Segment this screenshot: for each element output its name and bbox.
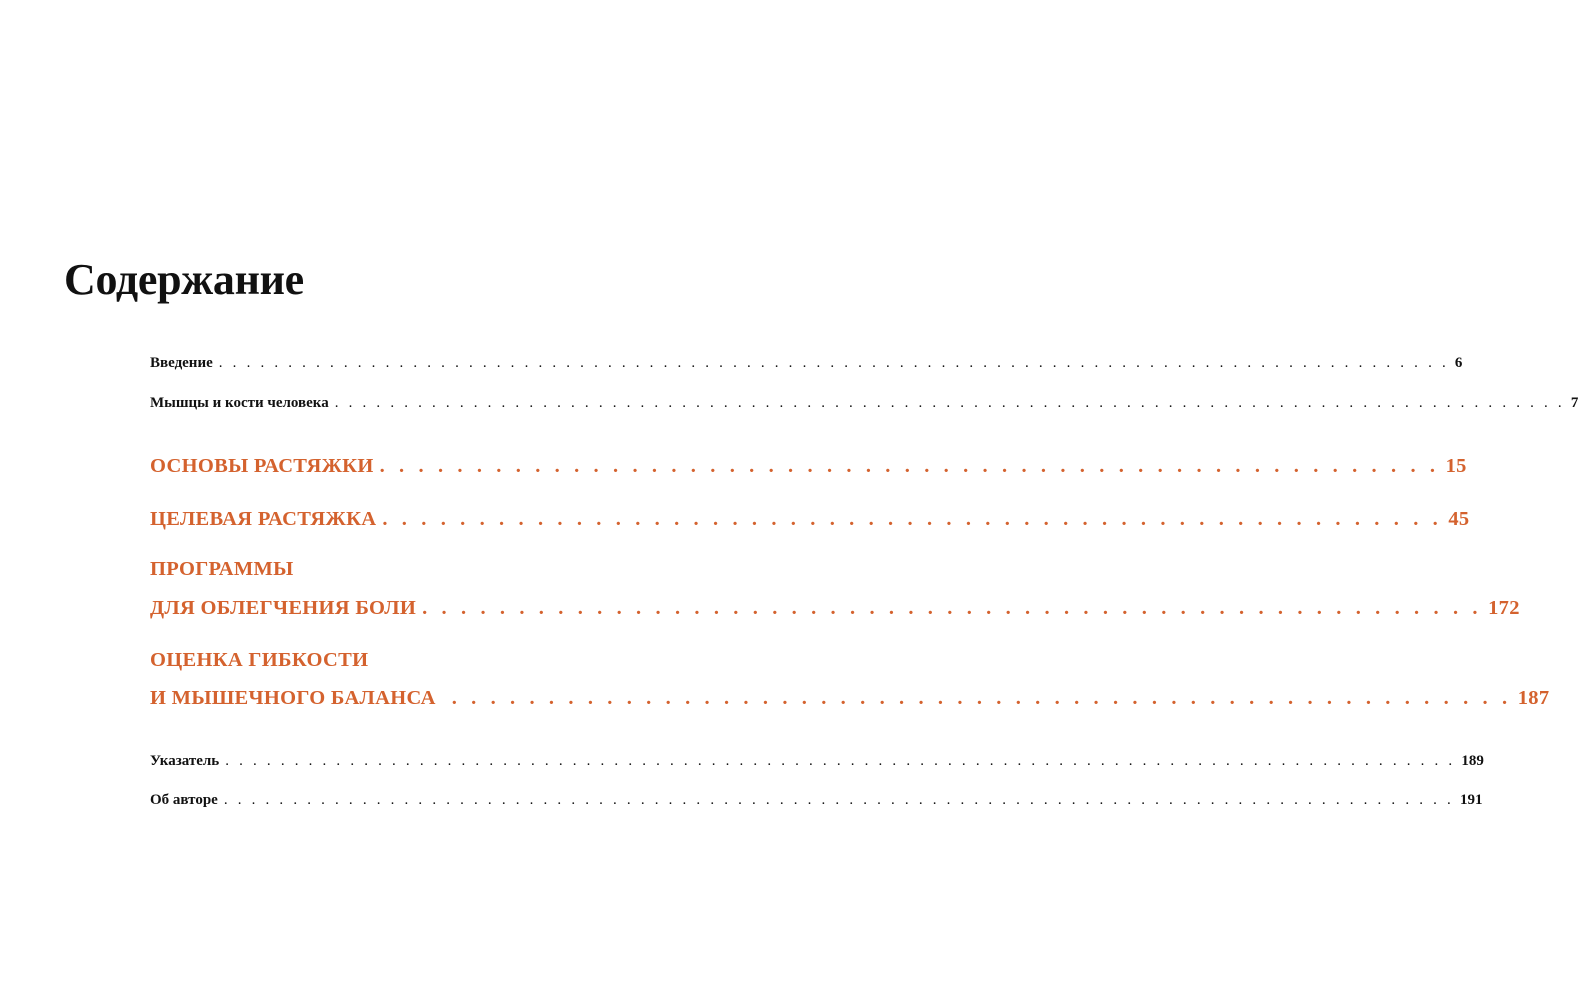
toc-entry-basics[interactable] — [150, 453, 1467, 479]
toc-entry-page: 45 — [1448, 508, 1470, 530]
toc-entry-index[interactable] — [150, 751, 1484, 771]
toc-entry-intro[interactable] — [150, 353, 1463, 373]
toc-entry-page: 6 — [1454, 355, 1463, 371]
dot-leader: . . . . . . . . . . . . . . . . . . . . . . . . . . . . . . . . . . . . . . . . . . . . . . . . . . . . . . . — [379, 455, 1440, 477]
toc-entry-muscles[interactable] — [150, 393, 1578, 413]
toc-entry-page: 187 — [1517, 687, 1550, 709]
dot-leader: . . . . . . . . . . . . . . . . . . . . . . . . . . . . . . . . . . . . . . . . . . . . . . . . . . . . . . . — [451, 687, 1512, 709]
dot-leader: . . . . . . . . . . . . . . . . . . . . . . . . . . . . . . . . . . . . . . . . . . . . . . . . . . . . . . . . . . . . . . . . . . . . . . . . . . . . . . . . . . . . . . . . . — [223, 792, 1454, 808]
dot-leader: . . . . . . . . . . . . . . . . . . . . . . . . . . . . . . . . . . . . . . . . . . . . . . . . . . . . . . . . . . . . . . . . . . . . . . . . . . . . . . . . . . . . . . . . . — [334, 395, 1565, 411]
toc-entry-label: Об авторе — [150, 792, 218, 808]
dot-leader: . . . . . . . . . . . . . . . . . . . . . . . . . . . . . . . . . . . . . . . . . . . . . . . . . . . . . . . — [422, 597, 1483, 619]
toc-entry-page: 15 — [1445, 455, 1467, 477]
page-title: Содержание — [64, 255, 304, 304]
dot-leader: . . . . . . . . . . . . . . . . . . . . . . . . . . . . . . . . . . . . . . . . . . . . . . . . . . . . . . . — [382, 508, 1443, 530]
toc-entry-programs-line1[interactable]: ПРОГРАММЫ — [150, 558, 294, 580]
toc-entry-label: Мышцы и кости человека — [150, 395, 329, 411]
toc-entry-author[interactable] — [150, 790, 1483, 810]
dot-leader: . . . . . . . . . . . . . . . . . . . . . . . . . . . . . . . . . . . . . . . . . . . . . . . . . . . . . . . . . . . . . . . . . . . . . . . . . . . . . . . . . . . . . . . . . — [218, 355, 1449, 371]
toc-entry-page: 189 — [1461, 753, 1484, 769]
dot-leader: . . . . . . . . . . . . . . . . . . . . . . . . . . . . . . . . . . . . . . . . . . . . . . . . . . . . . . . . . . . . . . . . . . . . . . . . . . . . . . . . . . . . . . . . . — [225, 753, 1456, 769]
toc-entry-programs[interactable] — [150, 595, 1520, 621]
toc-entry-page: 191 — [1459, 792, 1483, 808]
toc-entry-page: 172 — [1488, 597, 1520, 619]
toc-entry-label: ЦЕЛЕВАЯ РАСТЯЖКА — [150, 508, 377, 530]
toc-entry-assessment[interactable] — [150, 685, 1550, 711]
toc-entry-label: Введение — [150, 355, 213, 371]
toc-entry-assessment-line1[interactable]: ОЦЕНКА ГИБКОСТИ — [150, 649, 369, 671]
toc-entry-label: И МЫШЕЧНОГО БАЛАНСА — [150, 687, 436, 709]
toc-entry-label: ОСНОВЫ РАСТЯЖКИ — [150, 455, 374, 477]
toc-entry-label: Указатель — [150, 753, 220, 769]
toc-entry-targeted[interactable] — [150, 506, 1470, 532]
toc-entry-page: 7 — [1570, 395, 1578, 411]
toc-entry-label: ДЛЯ ОБЛЕГЧЕНИЯ БОЛИ — [150, 597, 417, 619]
